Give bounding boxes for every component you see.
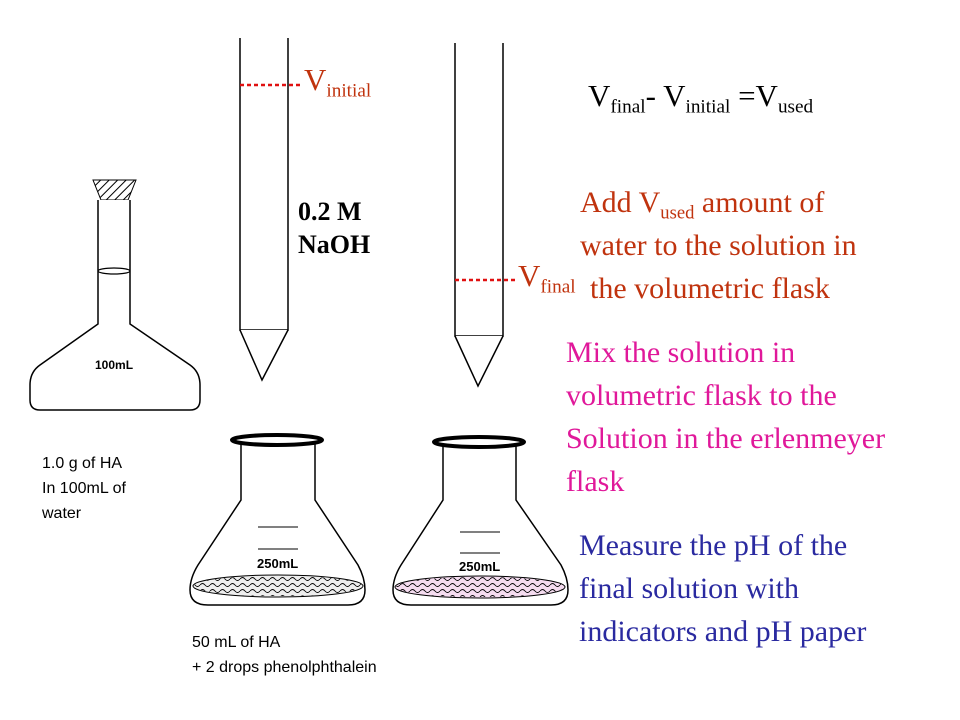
v-final-main: V bbox=[518, 258, 541, 293]
flask-contents-line: In 100mL of bbox=[42, 480, 126, 497]
step-measure-line: final solution with bbox=[579, 572, 799, 605]
naoh-label bbox=[298, 195, 370, 261]
naoh-name: NaOH bbox=[298, 230, 371, 259]
burette-initial-tip bbox=[240, 330, 288, 380]
erlenmeyer-left-volume: 250mL bbox=[257, 556, 299, 571]
erlenmeyer-flask-right bbox=[393, 437, 568, 605]
volumetric-flask-volume: 100mL bbox=[95, 358, 134, 372]
flask-outline bbox=[30, 200, 200, 410]
step-mix bbox=[566, 331, 885, 503]
step-add-water-line-3: the volumetric flask bbox=[590, 272, 830, 305]
eq-minus: - bbox=[645, 78, 664, 113]
step-add-water bbox=[580, 181, 857, 310]
eq-v-used: V bbox=[755, 78, 778, 113]
v-initial-main: V bbox=[304, 62, 327, 97]
step-add-water-text: Add V bbox=[580, 186, 661, 219]
burette-initial bbox=[240, 38, 302, 380]
erlenmeyer-contents-line: 50 mL of HA bbox=[192, 634, 281, 651]
eq-v-final-sub: final bbox=[610, 96, 646, 118]
step-mix-line: Solution in the erlenmeyer bbox=[566, 422, 886, 455]
step-measure bbox=[579, 524, 866, 653]
step-measure-line: indicators and pH paper bbox=[579, 615, 867, 648]
erlenmeyer-right-volume: 250mL bbox=[459, 559, 501, 574]
eq-v-final: V bbox=[588, 78, 611, 113]
eq-v-initial-sub: initial bbox=[685, 96, 731, 118]
step-add-water-sub: used bbox=[660, 202, 695, 224]
v-final-label bbox=[518, 258, 576, 298]
erlenmeyer-left-rim bbox=[232, 435, 322, 445]
flask-contents-line: 1.0 g of HA bbox=[42, 455, 123, 472]
v-initial-label bbox=[304, 62, 372, 102]
flask-contents-label bbox=[42, 451, 126, 526]
eq-equals: = bbox=[730, 78, 756, 113]
step-mix-line: flask bbox=[566, 465, 625, 498]
volumetric-flask bbox=[30, 180, 200, 410]
naoh-concentration: 0.2 M bbox=[298, 197, 362, 226]
burette-final-outline bbox=[455, 43, 503, 336]
erlenmeyer-contents-label bbox=[192, 630, 377, 680]
erlenmeyer-flask-left bbox=[190, 435, 365, 605]
burette-final bbox=[455, 43, 516, 386]
flask-contents-line: water bbox=[42, 505, 82, 522]
burette-final-tip bbox=[455, 336, 503, 386]
v-initial-sub: initial bbox=[326, 80, 372, 102]
eq-v-initial: V bbox=[663, 78, 686, 113]
v-final-sub: final bbox=[540, 276, 576, 298]
eq-v-used-sub: used bbox=[777, 96, 814, 118]
step-add-water-line-2: water to the solution in bbox=[580, 229, 857, 262]
erlenmeyer-right-rim bbox=[434, 437, 524, 447]
burette-initial-outline bbox=[240, 38, 288, 330]
step-mix-line: volumetric flask to the bbox=[566, 379, 837, 412]
step-mix-line: Mix the solution in bbox=[566, 336, 796, 369]
step-add-water-text-cont: amount of bbox=[694, 186, 825, 219]
erlenmeyer-left-solution-waves bbox=[194, 576, 362, 596]
volume-equation bbox=[588, 78, 814, 118]
step-measure-line: Measure the pH of the bbox=[579, 529, 848, 562]
erlenmeyer-contents-line: + 2 drops phenolphthalein bbox=[192, 659, 377, 676]
erlenmeyer-right-solution-waves bbox=[396, 577, 564, 597]
flask-stopper bbox=[93, 180, 136, 200]
step-add-water-line-1 bbox=[580, 181, 857, 224]
